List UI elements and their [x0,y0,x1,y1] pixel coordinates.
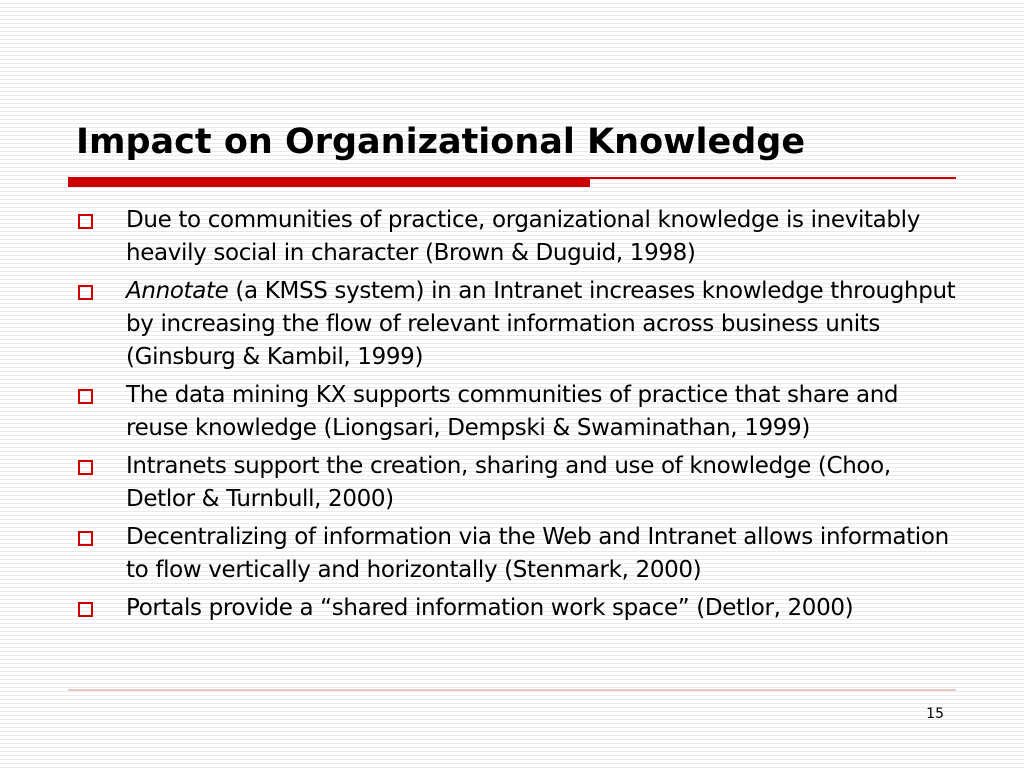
hollow-square-icon [78,389,93,404]
title-underline-thick [68,177,590,187]
title-underline [68,177,956,187]
bullet-text: (a KMSS system) in an Intranet increases knowledge throughput by increasing the flow of relevant information across business units (Ginsburg & Kambil, 1999) [126,278,956,370]
bullet-text: Portals provide a “shared information work space” (Detlor, 2000) [126,595,854,621]
slide-title: Impact on Organizational Knowledge [76,122,806,162]
bullet-list [76,204,956,630]
hollow-square-icon [78,602,93,617]
bullet-text: Intranets support the creation, sharing and use of knowledge (Choo, Detlor & Turnbull, 2000) [126,453,891,512]
bullet-emphasis: Annotate [126,278,229,304]
bullet-text: The data mining KX supports communities of practice that share and reuse knowledge (Liongsari, Dempski & Swaminathan, 1999) [126,382,899,441]
slide-number: 15 [926,706,944,722]
title-underline-thin [590,177,956,179]
bullet-text: Decentralizing of information via the Web and Intranet allows information to flow vertically and horizontally (Stenmark, 2000) [126,524,949,583]
bullet-text: Due to communities of practice, organizational knowledge is inevitably heavily social in character (Brown & Duguid, 1998) [126,207,920,266]
bullet-item [76,204,956,270]
bullet-item [76,521,956,587]
bullet-item [76,450,956,516]
bullet-item [76,592,956,625]
hollow-square-icon [78,214,93,229]
footer-divider [68,689,956,691]
hollow-square-icon [78,285,93,300]
bullet-item [76,379,956,445]
bullet-item [76,275,956,374]
hollow-square-icon [78,531,93,546]
hollow-square-icon [78,460,93,475]
